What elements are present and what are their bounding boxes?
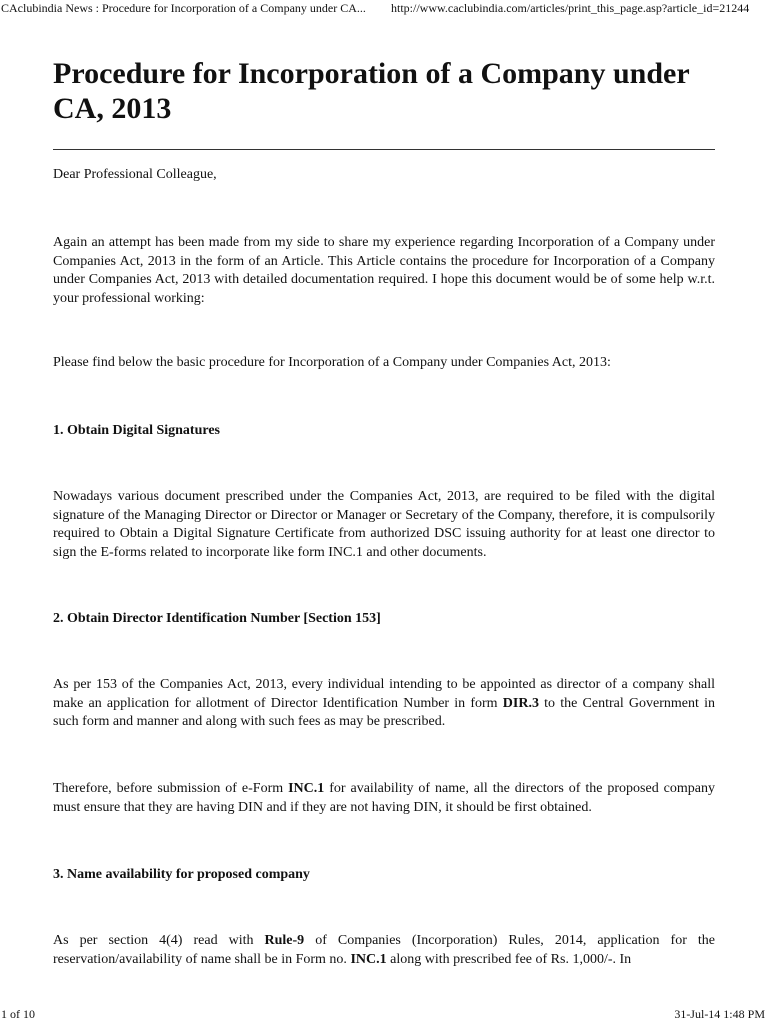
section-2-paragraph-1-text-b: to the Central Government in such form and manner and along with such fees as may be prescribed.	[53, 695, 715, 729]
section-heading-digital-signatures: 1. Obtain Digital Signatures	[53, 423, 220, 438]
section-2-paragraph-2-text-a: Therefore, before submission of e-Form	[53, 781, 289, 796]
page-indicator: 1 of 10	[1, 1007, 35, 1021]
section-2-paragraph-2-text-b: for availability of name, all the directors of the proposed company must ensure that they are having DIN and if they are not having DIN, it should be first obtained.	[53, 781, 715, 815]
section-2-paragraph-1-text-a: As per 153 of the Companies Act, 2013, every individual intending to be appointed as director of a company shall make an application for allotment of Director Identification Number in form	[53, 677, 715, 711]
form-inc1-ref: INC.1	[288, 781, 325, 796]
rule-9-ref: Rule-9	[264, 933, 305, 948]
article-title: Procedure for Incorporation of a Company under CA, 2013	[53, 57, 690, 125]
intro-paragraph: Again an attempt has been made from my side to share my experience regarding Incorporation of a Company under Companies Act, 2013 in the form of an Article. This Article contains the procedure for Incorporation of a Company under Companies Act, 2013 with detailed documentation required. I hope this document would be of some help w.r.t. your professional working:	[53, 235, 715, 306]
section-2-paragraph-2	[53, 780, 715, 817]
section-1-paragraph: Nowadays various document prescribed under the Companies Act, 2013, are required to be filed with the digital signature of the Managing Director or Director or Manager or Secretary of the Company, therefore, it is compulsorily required to Obtain a Digital Signature Certificate from authorized DSC issuing authority for at least one director to sign the E-forms related to incorporate like form INC.1 and other documents.	[53, 489, 715, 560]
lead-in-paragraph: Please find below the basic procedure for Incorporation of a Company under Companies Act, 2013:	[53, 355, 611, 370]
section-2-paragraph-1	[53, 676, 715, 732]
section-heading-name-availability: 3. Name availability for proposed company	[53, 867, 310, 882]
section-heading-din: 2. Obtain Director Identification Number [Section 153]	[53, 611, 381, 626]
print-timestamp: 31-Jul-14 1:48 PM	[674, 1007, 765, 1021]
form-dir3-ref: DIR.3	[502, 695, 539, 711]
section-3-paragraph-text-a: As per section 4(4) read with	[53, 933, 265, 948]
page-url-header: http://www.caclubindia.com/articles/print_this_page.asp?article_id=21244	[391, 1, 750, 15]
title-divider	[53, 149, 715, 150]
form-inc1-ref-2: INC.1	[350, 951, 387, 967]
section-3-paragraph-text-b: of Companies (Incorporation) Rules, 2014, application for the reservation/availability of name shall be in Form no.	[53, 933, 715, 967]
section-3-paragraph-text-c: along with prescribed fee of Rs. 1,000/-. In	[386, 951, 632, 967]
section-3-paragraph	[53, 932, 715, 969]
print-header	[0, 0, 768, 18]
salutation: Dear Professional Colleague,	[53, 167, 217, 182]
article-body	[53, 56, 715, 967]
print-footer	[0, 1006, 768, 1024]
page-title-header: CAclubindia News : Procedure for Incorporation of a Company under CA...	[1, 1, 366, 15]
